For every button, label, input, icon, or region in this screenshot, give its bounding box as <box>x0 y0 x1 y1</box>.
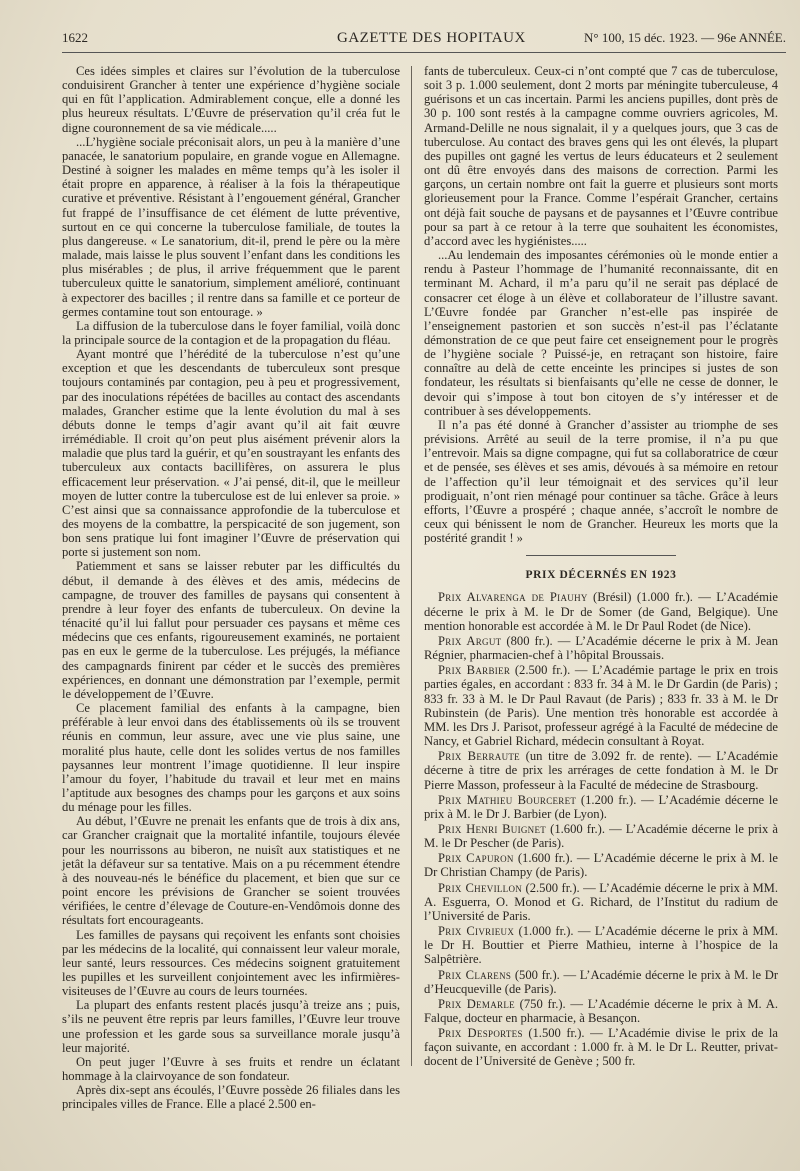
prize-text: (2.500 fr.). — L’Académie partage le prix en trois parties égales, en accordant : 833 fr. 34 à M. le Dr Gardin (de Paris) ; 833 fr. 33 à M. le Dr Paul Ravaut (de Paris) ; 833 fr. 33 à M. le Dr Rubinstein (de Paris). Une mention très honorable est accordée à MM. les Drs J. Parisot, professeur agrégé à la Faculté de médecine de Nancy, et Gabriel Richard, médecin consultant à Royat. <box>424 663 779 749</box>
paragraph: Après dix-sept ans écoulés, l’Œuvre possède 26 filiales dans les principales villes de France. Elle a placé 2.500 en- <box>62 1083 400 1112</box>
paragraph: Ces idées simples et claires sur l’évolution de la tuberculose conduisirent Grancher à tenter une expérience d’hygiène sociale qui en fût l’application. Admirablement conçue, elle a donné les plus heureux résultats. L’Œuvre de préservation qu’il créa fut le digne couronnement de sa vie médicale..... <box>62 64 400 135</box>
prize-text: (1.500 fr.). — L’Académie divise le prix de la façon suivante, en accordant : 1.000 fr. à M. le Dr L. Reutter, privat-docent de l’Université de Genève ; 500 fr. <box>424 1026 778 1069</box>
prize-name: Prix Berraute <box>438 749 520 764</box>
prize-text: (1.000 fr.). — L’Académie décerne le prix à MM. le Dr H. Bouttier et Pierre Mathieu, interne à l’hospice de la Salpêtrière. <box>424 924 779 967</box>
section-title: PRIX DÉCERNÉS EN 1923 <box>525 569 677 582</box>
issue-info: N° 100, 15 déc. 1923. — 96e ANNÉE. <box>584 30 786 45</box>
right-column <box>424 64 778 1070</box>
prize-entry <box>424 924 778 966</box>
prize-entry <box>424 1026 778 1068</box>
paragraph: Ayant montré que l’hérédité de la tuberculose n’est qu’une exception et que les descendants de tuberculeux sont presque toujours contaminés par contagion, peu à peu et progressivement, par des inoculations répétées de bacilles au contact des ascendants malades, Grancher estime que la lente évolution du mal à ses débuts donne le temps d’agir avant qu’il ait fait œuvre irrémédiable. Il croit qu’on peut plus aisément prévenir alors la maladie que plus tard la guérir, et qu’en soustrayant les enfants des tuberculeux aux contacts bacillifères, on assurera le plus efficacement leur préservation. « J’ai pensé, dit-il, que le meilleur moyen de lutter contre la tuberculose est de lui enlever sa proie. » C’est ainsi que sa connaissance approfondie de la tuberculose et des moyens de la combattre, la perspicacité de son jugement, son bon sens pratique lui font imaginer l’Œuvre de préservation qui porte si justement son nom. <box>62 347 400 560</box>
prize-name: Prix Chevillon <box>438 880 523 895</box>
paragraph: ...Au lendemain des imposantes cérémonies où le monde entier a rendu à Pasteur l’hommage de l’humanité reconnaissante, dit en terminant M. Achard, il m’a paru qu’il ne serait pas déplacé de consacrer cet éloge à un élève et collaborateur de l’illustre savant. L’Œuvre fondée par Grancher n’est-elle pas inspirée de l’enseignement pastorien et son succès n’est-il pas l’éclatante démonstration de ce que peut faire cet enseignement pour le progrès de l’hygiène sociale ? Puissé-je, en retraçant son histoire, faire connaître au delà de cette enceinte les principes si justes de son fondateur, les résultats si bienfaisants qu’elle ne cesse de donner, le devoir qui s’impose à tout bon citoyen de s’y intéresser et de contribuer à ses développements. <box>424 248 778 418</box>
prize-entry <box>424 590 778 632</box>
prize-text: (un titre de 3.092 fr. de rente). — L’Académie décerne à titre de prix les arrérages de cette fondation à M. le Dr Pierre Masson, professeur à la Faculté de médecine de Strasbourg. <box>424 749 778 792</box>
prize-entry <box>424 749 778 791</box>
page-header <box>62 30 786 53</box>
prize-text: (1.600 fr.). — L’Académie décerne le prix à M. le Dr Christian Champy (de Paris). <box>424 851 778 880</box>
section-rule <box>526 555 676 556</box>
paragraph: ...L’hygiène sociale préconisait alors, un peu à la manière d’une panacée, le sanatorium populaire, en grande vogue en Allemagne. Destiné à soigner les malades en même temps qu’à les isoler il était propre en apparence, à réaliser à la fois la thérapeutique curative et préventive. Résistant à l’engouement général, Grancher fut frappé de l’insuffisance de cet élément de lutte préventive, surtout en ce qui concerne la tuberculose familiale, de toutes la plus dangereuse. « Le sanatorium, dit-il, prend le père ou la mère malade, mais laisse le plus souvent l’enfant dans les conditions les plus misérables ; de plus, il arrive fréquemment que le parent tuberculeux quitte le sanatorium, simplement amélioré, continuant à expectorer des bacilles ; il rentre dans sa famille et ce porteur de germes contamine tout son entourage. » <box>62 134 400 319</box>
prize-text: (1.200 fr.). — L’Académie décerne le prix à M. le Dr J. Barbier (de Lyon). <box>424 792 778 821</box>
paragraph: Ce placement familial des enfants à la campagne, bien préférable à leur envoi dans des établissements où ils se trouvent réunis en commun, leur assure, avec une vie plus saine, une moralité plus haute, celle dont les solides vertus de nos familles paysannes leur montrent l’image quotidienne. Il leur inspire l’amour du foyer, l’habitude du travail et leur met en mains l’aptitude aux besognes des champs pour les garçons et aux soins du ménage pour les filles. <box>62 701 400 815</box>
prize-name: Prix Civrieux <box>438 924 515 939</box>
prize-text: (Brésil) (1.000 fr.). — L’Académie décerne le prix à M. le Dr de Somer (de Gand, Belgique). Une mention honorable est accordée à M. le Dr Paul Rodet (de Nice). <box>424 590 778 633</box>
prize-name: Prix Mathieu Bourceret <box>438 792 577 807</box>
prize-name: Prix Clarens <box>438 967 512 982</box>
prize-text: (2.500 fr.). — L’Académie décerne le prix à MM. A. Esguerra, O. Monod et G. Richard, de l’Institut du radium de l’Université de Paris. <box>424 880 778 923</box>
paragraph: Patiemment et sans se laisser rebuter par les difficultés du début, il demande à des élèves et des amis, médecins de campagne, de trouver des familles de paysans qui consentent à prendre à leur foyer des enfants de tuberculeux. On devine la ténacité qu’il lui fallut pour persuader ces paysans et même ces médecins que ces enfants, rigoureusement examinés, ne portaient pas en eux le germe de la tuberculose. Les préjugés, la méfiance des campagnards finirent par céder et le succès des premières expériences, en donnant une démonstration par l’exemple, permit le développement de l’Œuvre. <box>62 559 400 701</box>
prize-entry <box>424 968 778 996</box>
left-column <box>62 64 400 1112</box>
paragraph: fants de tuberculeux. Ceux-ci n’ont compté que 7 cas de tuberculose, soit 3 p. 1.000 seulement, dont 2 morts par méningite tuberculeuse, 4 guérisons et un cas incertain. Parmi les anciens pupilles, dont près de 30 p. 100 sont restés à la campagne comme ouvriers agricoles, M. Armand-Delille ne nous signalait, il y a quelques jours, que 3 cas de tuberculose. Au contact des braves gens qui les ont élevés, la plupart des pupilles ont gagné les vertus de leurs éducateurs et 2 seulement ont dû être envoyés dans des maisons de correction. Parmi les garçons, un certain nombre ont fait la guerre et plusieurs sont morts glorieusement pour la France. Comme l’espérait Grancher, certains ont déjà fait souche de paysans et de paysannes et l’Œuvre contribue pour sa part à ce retour à la terre que souhaitent les économistes, d’accord avec les hygiénistes..... <box>424 64 778 248</box>
prize-text: (750 fr.). — L’Académie décerne le prix à M. A. Falque, docteur en pharmacie, à Besançon. <box>424 996 778 1025</box>
paragraph: Il n’a pas été donné à Grancher d’assister au triomphe de ses prévisions. Arrêté au seuil de la terre promise, il n’a pu que l’entrevoir. Mais sa digne compagne, qui fut sa collaboratrice de cœur et de pensée, ses élèves et ses amis, dévoués à sa mémoire en retour de l’affection qu’il leur témoignait et des services qu’il leur prodiguait, n’ont rien ménagé pour continuer sa tâche. Grâce à leurs efforts, l’Œuvre a prospéré ; chaque année, s’accroît le nombre de ceux qui bénissent le nom de Grancher. Heureux les morts que la postérité grandit ! » <box>424 417 778 546</box>
prize-name: Prix Argut <box>438 633 502 648</box>
page-number: 1622 <box>62 30 88 45</box>
prize-entry <box>424 663 778 748</box>
prize-entry <box>424 851 778 879</box>
prize-name: Prix Capuron <box>438 851 514 866</box>
prize-text: (800 fr.). — L’Académie décerne le prix à M. Jean Régnier, pharmacien-chef à l’hôpital Broussais. <box>424 633 778 663</box>
prize-entry <box>424 881 778 923</box>
paragraph: La diffusion de la tuberculose dans le foyer familial, voilà donc la principale source de la contagion et de la propagation du fléau. <box>62 318 400 347</box>
prize-text: (500 fr.). — L’Académie décerne le prix à M. le Dr d’Heucqueville (de Paris). <box>424 967 779 996</box>
prize-entry <box>424 822 778 850</box>
prize-name: Prix Demarle <box>438 996 515 1011</box>
paragraph: Au début, l’Œuvre ne prenait les enfants que de trois à dix ans, car Grancher craignait que la mortalité infantile, toujours élevée pour les nourrissons au biberon, ne nuisît aux statistiques et ne jetât la défaveur sur sa tentative. Mais on a pu récemment étendre à des nouveau-nés le bénéfice du placement, et bien que sur ce point encore les prévisions de Grancher se soient trouvées vérifiées, le centre d’élevage de Couture-en-Vendômois donne des résultats fort encourageants. <box>62 814 400 928</box>
paragraph: On peut juger l’Œuvre à ses fruits et rendre un éclatant hommage à la clairvoyance de son fondateur. <box>62 1054 400 1084</box>
paragraph: La plupart des enfants restent placés jusqu’à treize ans ; puis, s’ils ne peuvent être repris par leurs familles, l’Œuvre leur trouve une profession et les garde sous sa surveillance morale jusqu’à leur majorité. <box>62 998 400 1055</box>
prize-text: (1.600 fr.). — L’Académie décerne le prix à M. le Dr Pescher (de Paris). <box>424 821 778 851</box>
prize-list <box>424 590 778 1068</box>
prize-entry <box>424 997 778 1025</box>
prize-entry <box>424 634 778 662</box>
prize-entry <box>424 793 778 821</box>
paragraph: Les familles de paysans qui reçoivent les enfants sont choisies par les médecins de la localité, qui connaissent leur valeur morale, leur santé, leurs ressources. Ces médecins soignent gratuitement les pupilles et les surveillent conjointement avec les infirmières-visiteuses de l’Œuvre au cours de leurs tournées. <box>62 927 400 999</box>
column-divider <box>411 66 412 1066</box>
prize-name: Prix Barbier <box>438 663 511 678</box>
journal-title: GAZETTE DES HOPITAUX <box>337 30 526 46</box>
prize-name: Prix Alvarenga de Piauhy <box>438 590 588 605</box>
prize-name: Prix Desportes <box>438 1026 523 1041</box>
prize-name: Prix Henri Buignet <box>438 821 547 836</box>
